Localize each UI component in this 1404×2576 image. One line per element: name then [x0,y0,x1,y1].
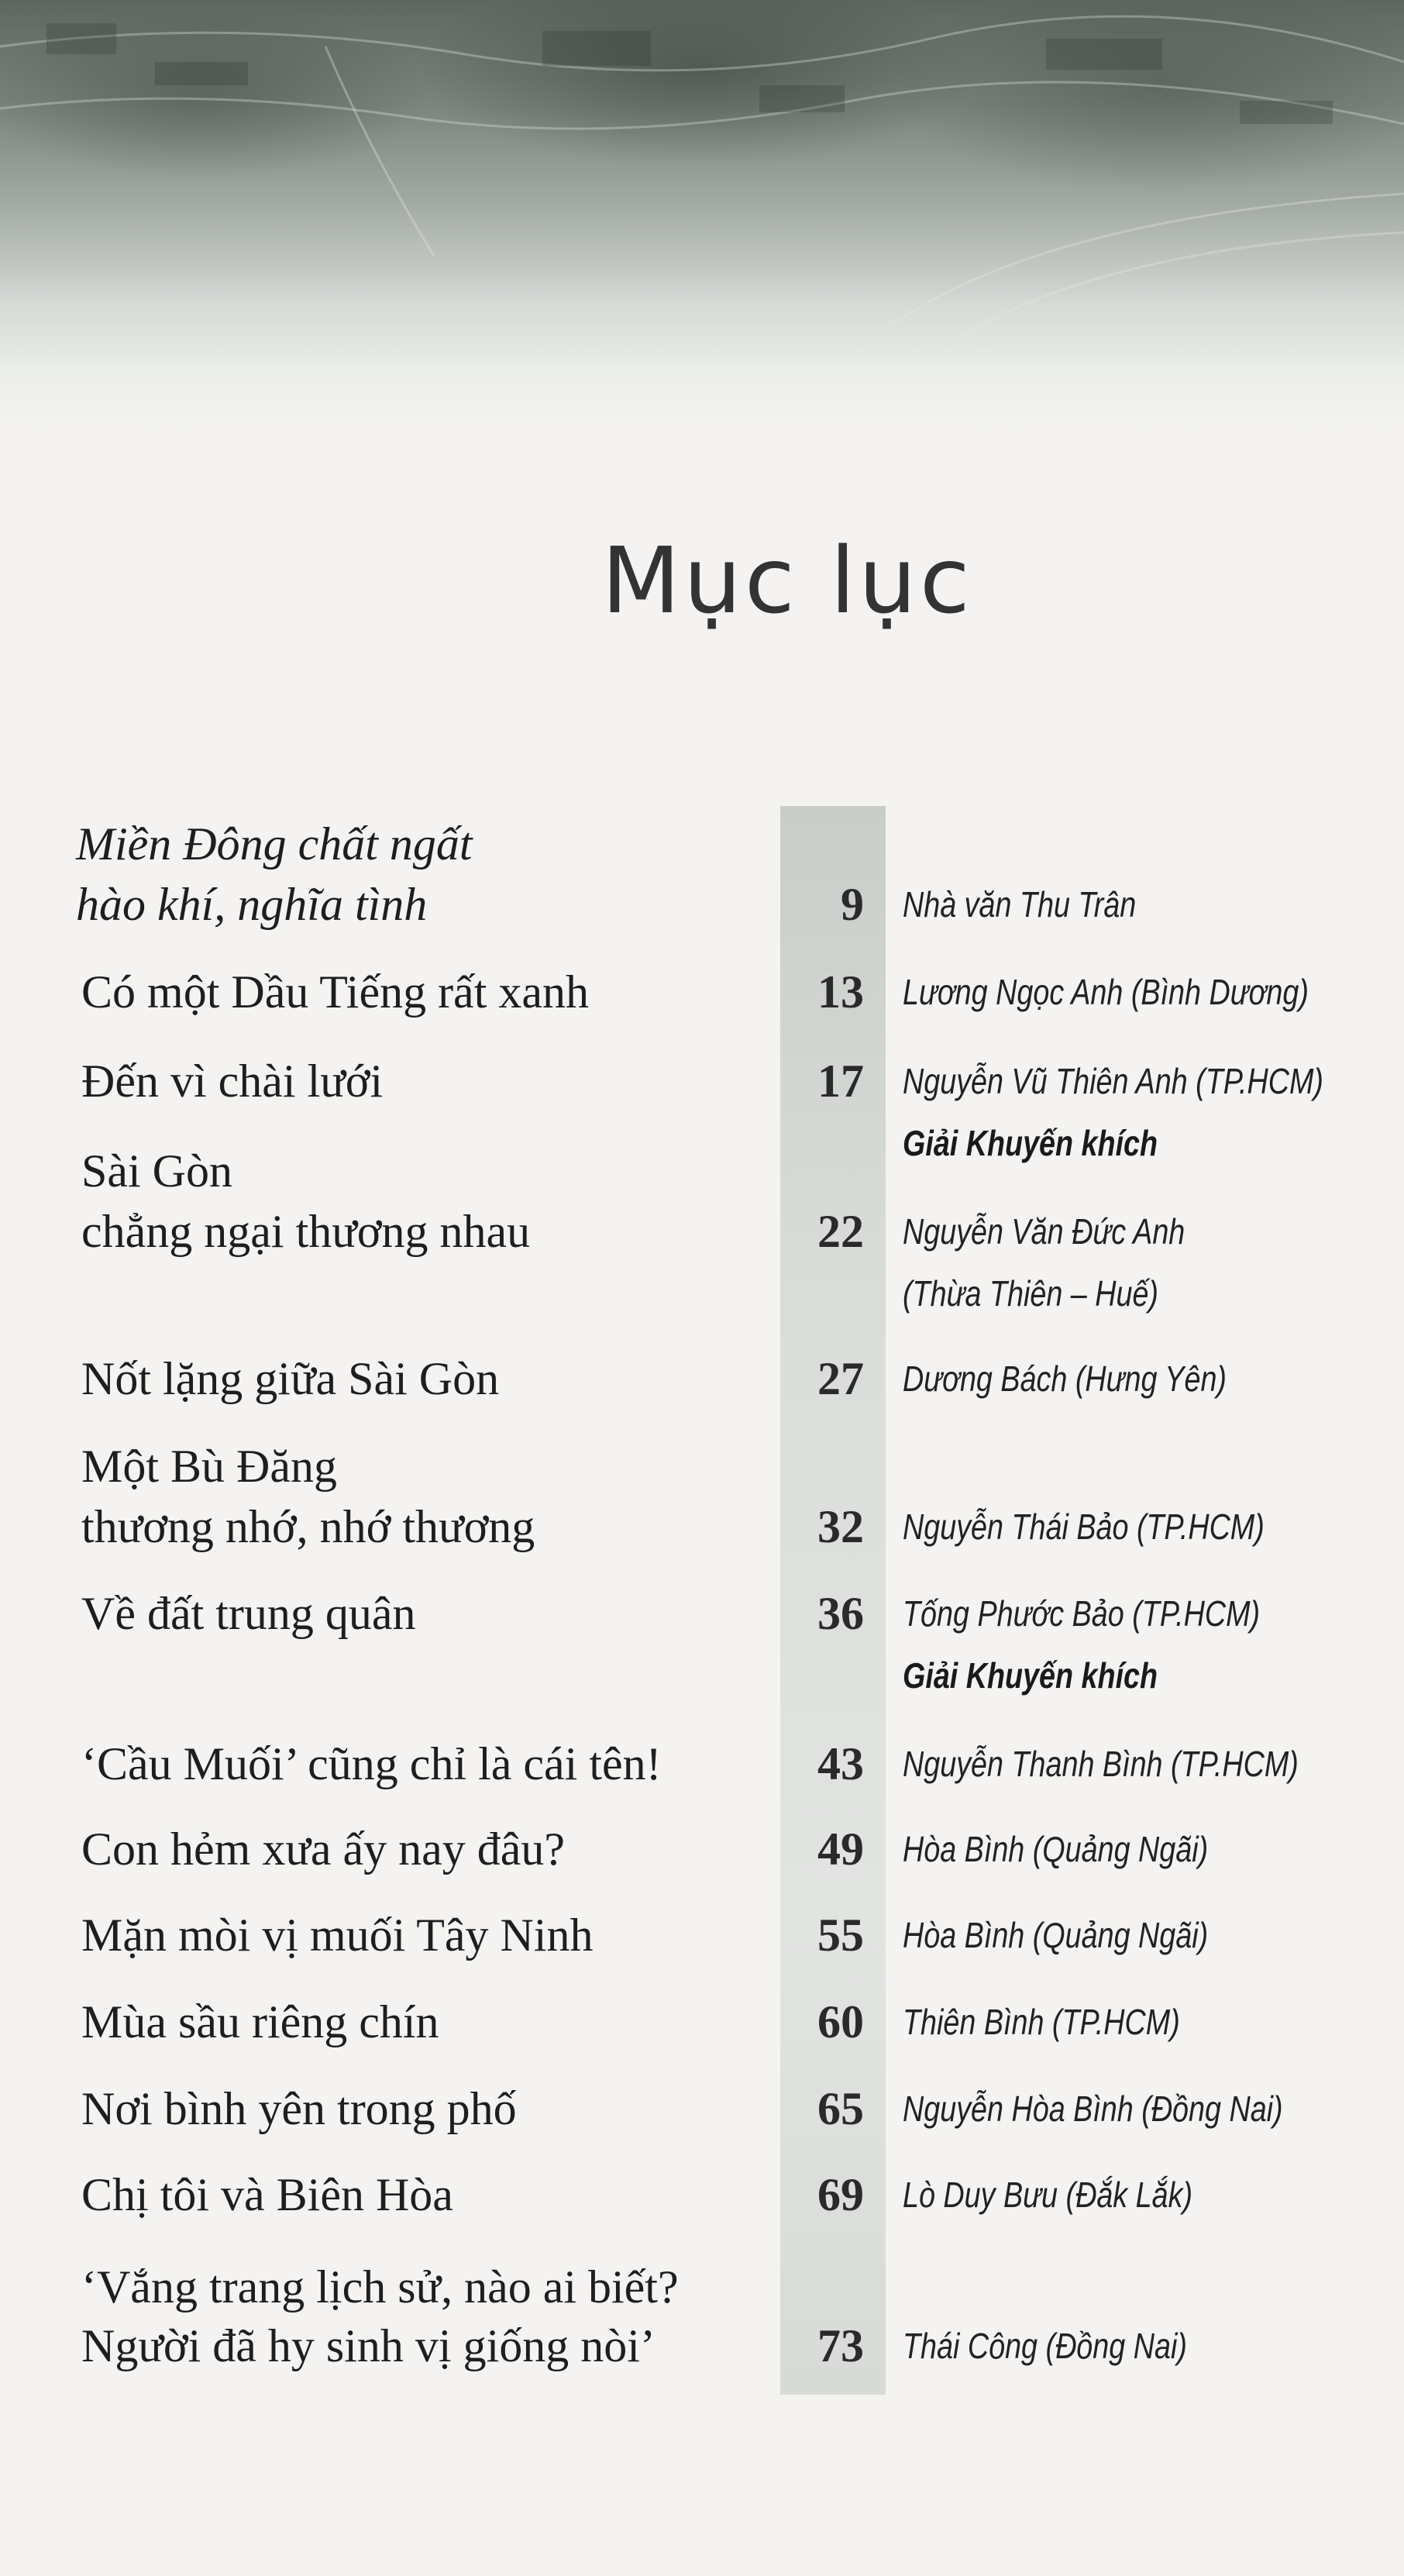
entry-page-number: 27 [817,1353,864,1404]
entry-title: Người đã hy sinh vị giống nòi’ [81,2320,656,2371]
entry-page-number: 36 [817,1588,864,1639]
header-photo [0,0,1404,434]
entry-author: Tống Phước Bảo (TP.HCM) [903,1593,1261,1634]
entry-title: Con hẻm xưa ấy nay đâu? [81,1824,565,1875]
entry-author: Nguyễn Vũ Thiên Anh (TP.HCM) [903,1061,1323,1101]
entry-title: thương nhớ, nhớ thương [81,1501,535,1552]
entry-author: Thiên Bình (TP.HCM) [903,2002,1180,2042]
entry-author: Nguyễn Hòa Bình (Đồng Nai) [903,2089,1283,2129]
entry-page-number: 55 [817,1910,864,1961]
entry-page-number: 17 [817,1056,864,1107]
entry-page-number: 69 [817,2169,864,2220]
entry-author: Nguyễn Thái Bảo (TP.HCM) [903,1507,1265,1547]
entry-title: chẳng ngại thương nhau [81,1206,531,1257]
entry-author: Dương Bách (Hưng Yên) [903,1359,1227,1399]
entry-author: Lò Duy Bưu (Đắk Lắk) [903,2175,1193,2215]
entry-author: Nguyễn Thanh Bình (TP.HCM) [903,1744,1299,1784]
entry-page-number: 13 [817,966,864,1018]
page-title: Mục lục [601,527,973,634]
entry-title: Chị tôi và Biên Hòa [81,2169,453,2220]
entry-title: Có một Dầu Tiếng rất xanh [81,966,589,1018]
entry-page-number: 22 [817,1206,864,1257]
entry-title: Mùa sầu riêng chín [81,1996,439,2047]
entry-title: Nơi bình yên trong phố [81,2083,517,2134]
entry-title: ‘Vắng trang lịch sử, nào ai biết? [81,2261,679,2313]
entry-author: Lương Ngọc Anh (Bình Dương) [903,972,1309,1012]
entry-title: Mặn mòi vị muối Tây Ninh [81,1910,594,1961]
entry-page-number: 60 [817,1996,864,2047]
entry-page-number: 43 [817,1738,864,1789]
entry-title: Nốt lặng giữa Sài Gòn [81,1353,500,1404]
entry-title: Đến vì chài lưới [81,1056,384,1107]
entry-author: Hòa Bình (Quảng Ngãi) [903,1915,1209,1955]
entry-page-number: 9 [841,879,864,930]
entry-author: Nguyễn Văn Đức Anh [903,1211,1185,1252]
entry-author: (Thừa Thiên – Huế) [903,1273,1158,1314]
entry-author: Hòa Bình (Quảng Ngãi) [903,1829,1209,1869]
entry-award: Giải Khuyến khích [903,1655,1158,1696]
entry-title: Miền Đông chất ngất [76,818,473,870]
entry-page-number: 49 [817,1824,864,1875]
entry-title: Về đất trung quân [81,1588,416,1639]
entry-author: Nhà văn Thu Trân [903,884,1137,925]
entry-award: Giải Khuyến khích [903,1123,1158,1163]
entry-page-number: 32 [817,1501,864,1552]
entry-author: Thái Công (Đồng Nai) [903,2326,1187,2366]
entry-page-number: 73 [817,2320,864,2371]
entry-page-number: 65 [817,2083,864,2134]
entry-title: Sài Gòn [81,1145,232,1197]
entry-title: hào khí, nghĩa tình [76,879,428,930]
entry-title: Một Bù Đăng [81,1441,337,1492]
entry-title: ‘Cầu Muối’ cũng chỉ là cái tên! [81,1738,662,1789]
